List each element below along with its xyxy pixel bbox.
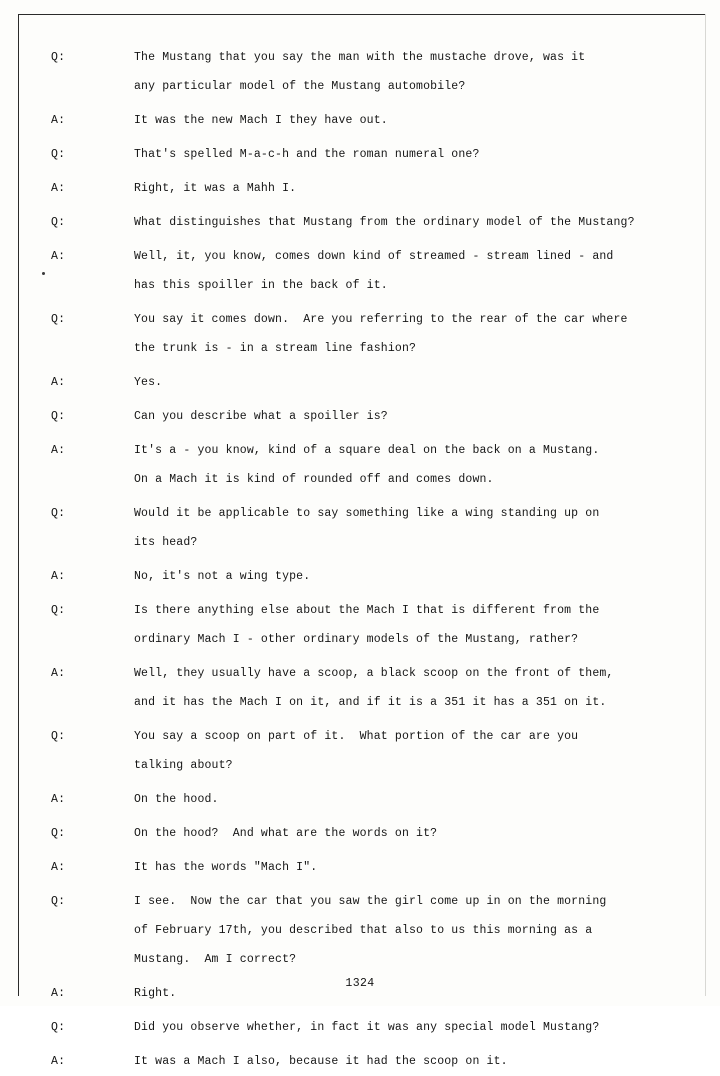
transcript-lines [134, 1013, 705, 1042]
transcript-line: It was the new Mach I they have out. [134, 114, 388, 127]
transcript-line: Well, it, you know, comes down kind of streamed - stream lined - and [134, 250, 614, 263]
transcript-entry [19, 722, 705, 780]
transcript-line: Right, it was a Mahh I. [134, 182, 297, 195]
transcript-line: ordinary Mach I - other ordinary models of the Mustang, rather? [134, 633, 579, 646]
transcript-line: On the hood? And what are the words on it? [134, 827, 438, 840]
transcript-line: You say a scoop on part of it. What portion of the car are you [134, 730, 579, 743]
transcript-line: On the hood. [134, 793, 219, 806]
transcript-lines [134, 208, 705, 237]
speaker-label: Q: [51, 216, 66, 229]
transcript-lines [134, 596, 705, 654]
transcript-entry [19, 242, 705, 300]
transcript-line: No, it's not a wing type. [134, 570, 311, 583]
transcript-lines [134, 853, 705, 882]
speaker-label: A: [51, 1055, 66, 1068]
transcript-entry [19, 785, 705, 814]
transcript-line: Well, they usually have a scoop, a black scoop on the front of them, [134, 667, 614, 680]
speaker-label: Q: [51, 410, 66, 423]
speaker-label: A: [51, 114, 66, 127]
transcript-line: That's spelled M-a-c-h and the roman numeral one? [134, 148, 480, 161]
speaker-label: A: [51, 444, 66, 457]
transcript-line: and it has the Mach I on it, and if it is a 351 it has a 351 on it. [134, 696, 607, 709]
transcript-body [19, 15, 705, 1068]
transcript-entry [19, 174, 705, 203]
transcript-line: You say it comes down. Are you referring to the rear of the car where [134, 313, 628, 326]
transcript-line: Yes. [134, 376, 163, 389]
transcript-line: its head? [134, 536, 198, 549]
transcript-line: The Mustang that you say the man with the mustache drove, was it [134, 51, 586, 64]
transcript-line: the trunk is - in a stream line fashion? [134, 342, 417, 355]
transcript-lines [134, 499, 705, 557]
transcript-entry [19, 43, 705, 101]
transcript-entry [19, 819, 705, 848]
transcript-entry [19, 596, 705, 654]
transcript-entry [19, 1013, 705, 1042]
transcript-lines [134, 368, 705, 397]
transcript-lines [134, 722, 705, 780]
transcript-line: On a Mach it is kind of rounded off and comes down. [134, 473, 494, 486]
transcript-line: Would it be applicable to say something like a wing standing up on [134, 507, 600, 520]
transcript-line: It has the words "Mach I". [134, 861, 318, 874]
transcript-line: Did you observe whether, in fact it was any special model Mustang? [134, 1021, 600, 1034]
transcript-line: of February 17th, you described that also to us this morning as a [134, 924, 593, 937]
transcript-lines [134, 562, 705, 591]
speaker-label: A: [51, 861, 66, 874]
transcript-lines [134, 659, 705, 717]
transcript-entry [19, 368, 705, 397]
speaker-label: A: [51, 667, 66, 680]
transcript-lines [134, 436, 705, 494]
transcript-entry [19, 208, 705, 237]
transcript-line: What distinguishes that Mustang from the ordinary model of the Mustang? [134, 216, 635, 229]
speaker-label: A: [51, 376, 66, 389]
transcript-lines [134, 819, 705, 848]
transcript-entry [19, 140, 705, 169]
transcript-lines [134, 305, 705, 363]
speaker-label: Q: [51, 51, 66, 64]
transcript-line: Right. [134, 987, 177, 1000]
speaker-label: Q: [51, 827, 66, 840]
transcript-line: It's a - you know, kind of a square deal on the back on a Mustang. [134, 444, 600, 457]
page-border-right [705, 14, 706, 996]
speaker-label: A: [51, 182, 66, 195]
speaker-label: A: [51, 250, 66, 263]
transcript-lines [134, 887, 705, 974]
speaker-label: Q: [51, 313, 66, 326]
speaker-label: A: [51, 793, 66, 806]
transcript-entry [19, 305, 705, 363]
transcript-line: has this spoiller in the back of it. [134, 279, 388, 292]
transcript-entry [19, 562, 705, 591]
transcript-entry [19, 887, 705, 974]
transcript-lines [134, 1047, 705, 1076]
transcript-lines [134, 140, 705, 169]
transcript-entry [19, 436, 705, 494]
speaker-label: Q: [51, 895, 66, 908]
transcript-entry [19, 402, 705, 431]
transcript-lines [134, 785, 705, 814]
speaker-label: Q: [51, 507, 66, 520]
transcript-line: Can you describe what a spoiller is? [134, 410, 388, 423]
speaker-label: Q: [51, 604, 66, 617]
transcript-entry [19, 659, 705, 717]
transcript-line: any particular model of the Mustang automobile? [134, 80, 466, 93]
transcript-lines [134, 43, 705, 101]
transcript-entry [19, 499, 705, 557]
transcript-line: Is there anything else about the Mach I that is different from the [134, 604, 600, 617]
speaker-label: Q: [51, 1021, 66, 1034]
transcript-lines [134, 402, 705, 431]
transcript-line: It was a Mach I also, because it had the scoop on it. [134, 1055, 508, 1068]
transcript-entry [19, 1047, 705, 1076]
transcript-entry [19, 853, 705, 882]
speaker-label: A: [51, 987, 66, 1000]
transcript-line: talking about? [134, 759, 233, 772]
transcript-entry [19, 106, 705, 135]
speaker-label: Q: [51, 148, 66, 161]
transcript-lines [134, 106, 705, 135]
transcript-line: I see. Now the car that you saw the girl come up in on the morning [134, 895, 607, 908]
page-number: 1324 [345, 977, 375, 990]
transcript-line: Mustang. Am I correct? [134, 953, 297, 966]
transcript-lines [134, 242, 705, 300]
speaker-label: Q: [51, 730, 66, 743]
speaker-label: A: [51, 570, 66, 583]
transcript-lines [134, 174, 705, 203]
